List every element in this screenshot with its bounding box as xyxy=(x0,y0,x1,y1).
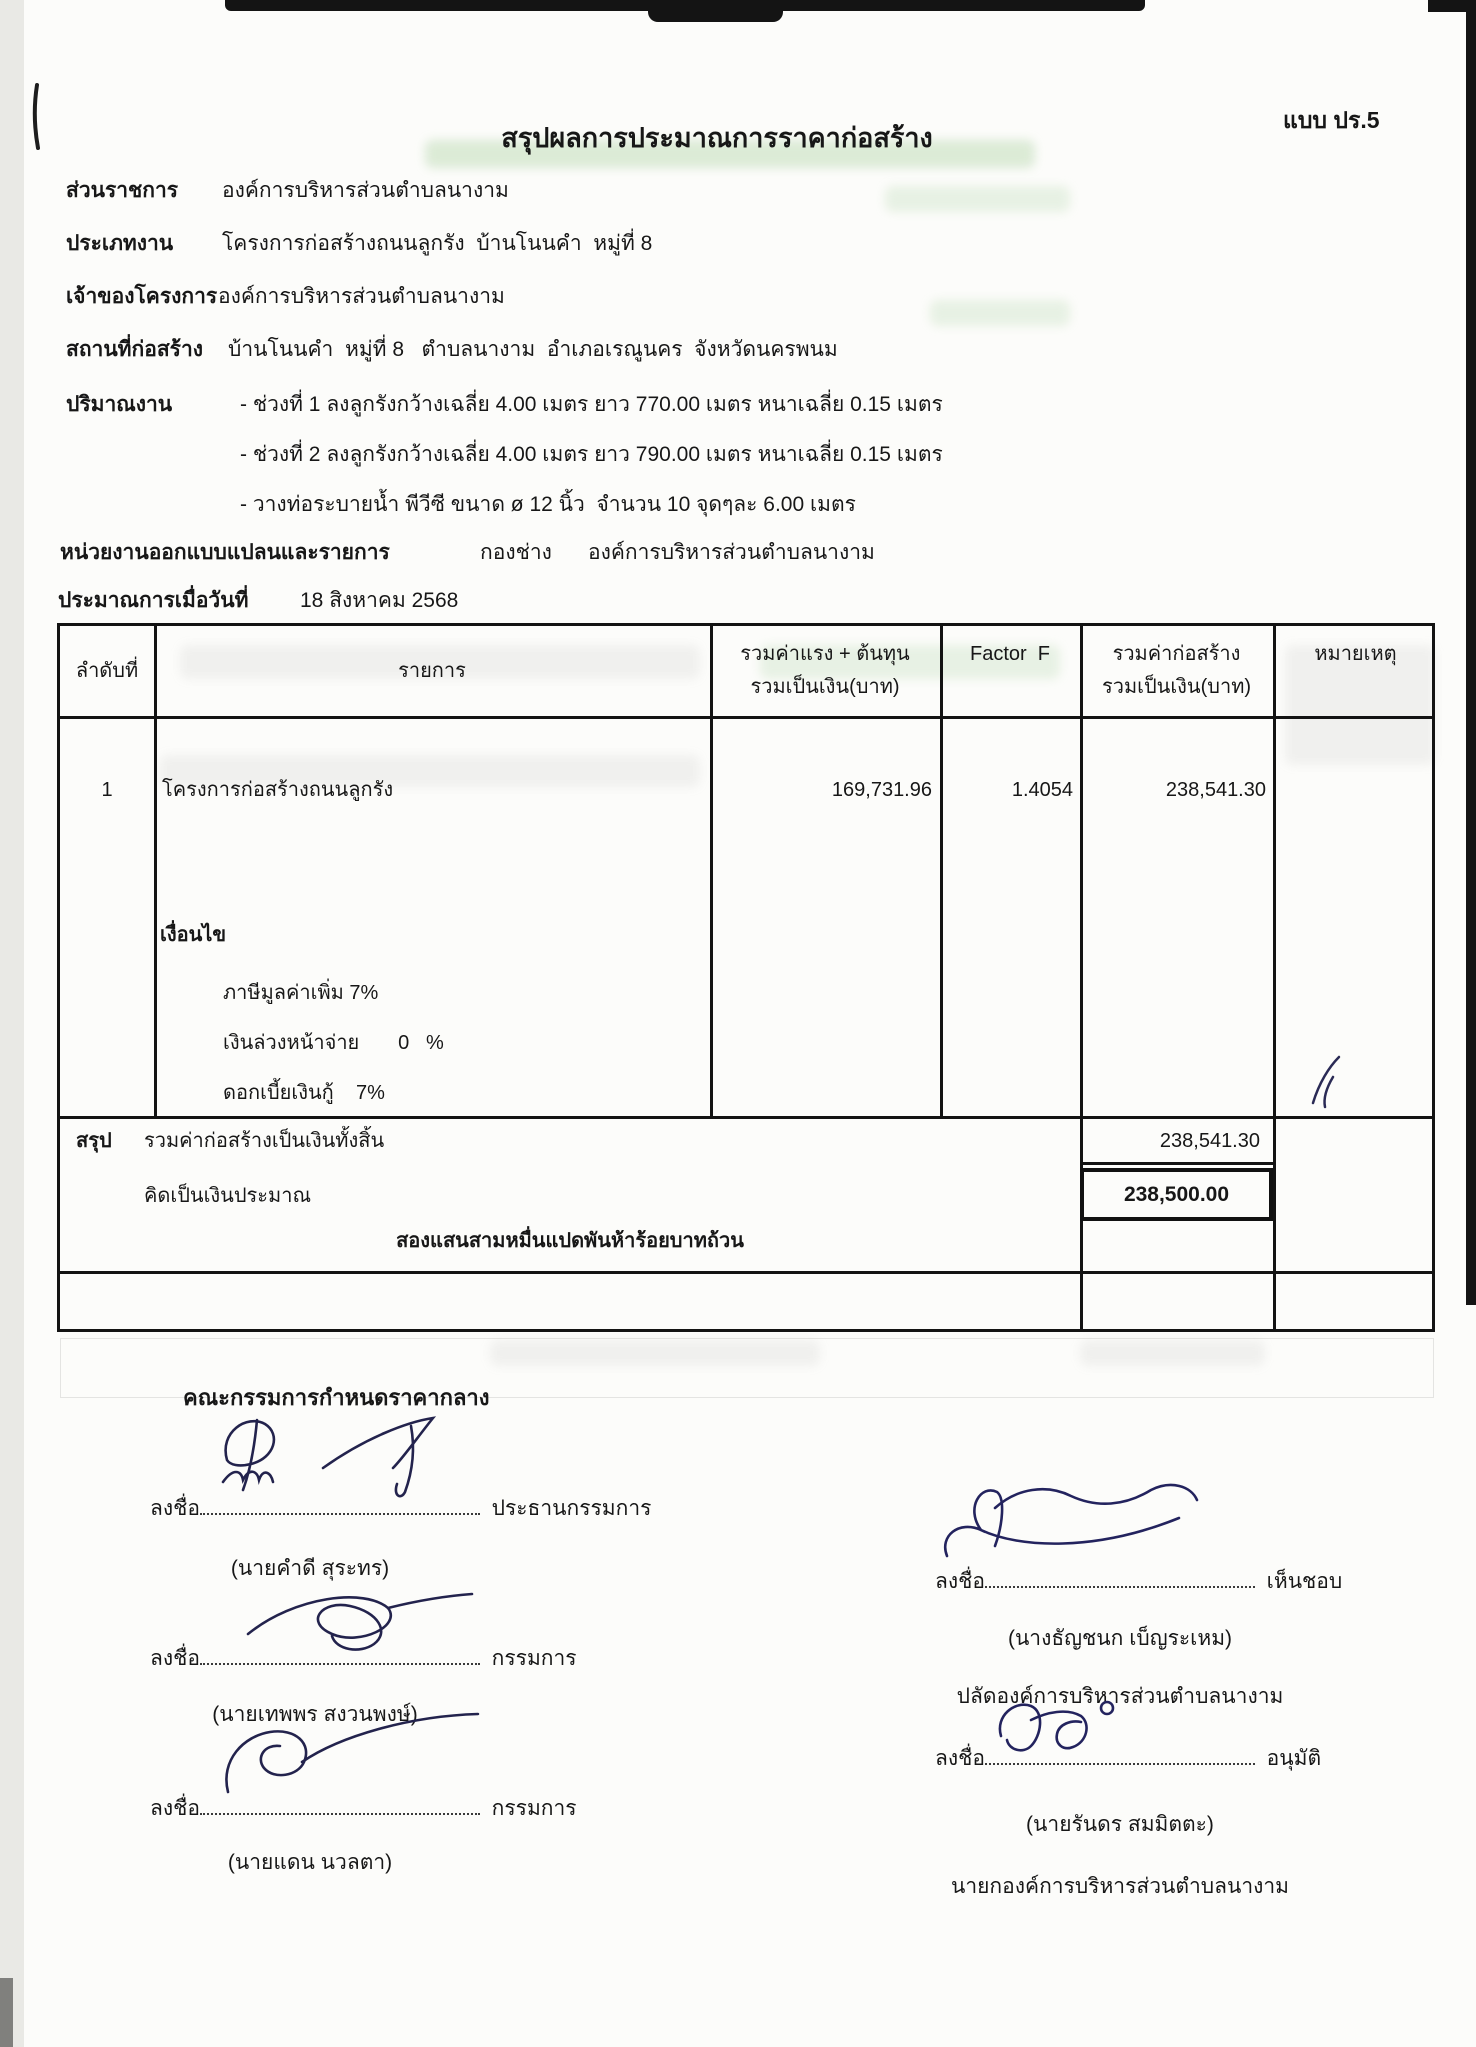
signer-name-approver: (นางธัญชนก เบ็ญระเหม) xyxy=(1007,1627,1233,1650)
field-worktype-value: โครงการก่อสร้างถนนลูกรัง บ้านโนนคำ หมู่ที่ 8 xyxy=(222,232,653,255)
signer-name-authorizer: (นายรันดร สมมิตตะ) xyxy=(1026,1813,1214,1836)
field-agency-label: ส่วนราชการ xyxy=(66,179,179,202)
col-header-total xyxy=(1080,626,1273,716)
col-header-remark-label: หมายเหตุ xyxy=(1314,643,1397,665)
summary-approx-label: คิดเป็นเงินประมาณ xyxy=(144,1185,311,1207)
condition-advance: เงินล่วงหน้าจ่าย 0 % xyxy=(223,1032,444,1054)
field-agency-value: องค์การบริหารส่วนตำบลนางาม xyxy=(222,179,509,202)
pen-mark-remark xyxy=(1303,1051,1347,1115)
amount-in-words: สองแสนสามหมื่นแปดพันห้าร้อยบาทถ้วน xyxy=(396,1230,744,1252)
signature-dotted-line xyxy=(985,1747,1255,1765)
table-line xyxy=(1273,626,1276,1329)
signature-approver xyxy=(935,1478,1235,1578)
col-header-cost-line2: รวมเป็นเงิน(บาท) xyxy=(750,676,900,698)
sign-label: ลงชื่อ xyxy=(150,1497,200,1520)
scan-left-margin xyxy=(0,0,24,2047)
row1-factor: 1.4054 xyxy=(1011,779,1073,801)
sign-row-approver xyxy=(935,1565,1342,1598)
col-header-cost-line1: รวมค่าแรง + ต้นทุน xyxy=(740,643,910,665)
col-header-factor-label: Factor F xyxy=(969,643,1050,665)
col-header-factor xyxy=(940,626,1080,716)
field-estimate-date-value: 18 สิงหาคม 2568 xyxy=(300,589,459,612)
table-line xyxy=(60,716,1432,719)
condition-interest: ดอกเบี้ยเงินกู้ 7% xyxy=(223,1082,385,1104)
conditions-title: เงื่อนไข xyxy=(160,924,227,946)
sign-label: ลงชื่อ xyxy=(935,1570,985,1593)
field-owner-value: องค์การบริหารส่วนตำบลนางาม xyxy=(218,285,505,308)
table-line xyxy=(60,1116,1432,1119)
signer-position-authorizer: นายกองค์การบริหารส่วนตำบลนางาม xyxy=(950,1875,1290,1898)
role-chairman: ประธานกรรมการ xyxy=(491,1497,652,1520)
scan-top-strip-2 xyxy=(648,0,783,22)
summary-approx-box xyxy=(1080,1168,1273,1221)
col-header-cost xyxy=(710,626,940,716)
signer-name-chairman: (นายคำดี สุระทร) xyxy=(230,1557,390,1580)
role-authorizer: อนุมัติ xyxy=(1266,1747,1322,1770)
field-quantity-label: ปริมาณงาน xyxy=(66,393,173,416)
field-location-label: สถานที่ก่อสร้าง xyxy=(66,338,203,361)
bleed-smudge xyxy=(930,300,1070,326)
sign-row-authorizer xyxy=(935,1742,1321,1775)
signature-dotted-line xyxy=(200,1797,480,1815)
col-header-total-line1: รวมค่าก่อสร้าง xyxy=(1112,643,1241,665)
col-header-remark xyxy=(1273,626,1438,716)
committee-title: คณะกรรมการกำหนดราคากลาง xyxy=(183,1385,490,1410)
summary-label: สรุป xyxy=(76,1130,112,1152)
col-header-no xyxy=(60,626,154,716)
sign-label: ลงชื่อ xyxy=(150,1647,200,1670)
field-estimate-date-label: ประมาณการเมื่อวันที่ xyxy=(58,589,249,612)
table-line xyxy=(1080,1162,1273,1165)
estimate-summary-table xyxy=(57,623,1435,1332)
table-line xyxy=(60,1271,1432,1274)
field-quantity-item-3: - วางท่อระบายน้ำ พีวีซี ขนาด ø 12 นิ้ว จำนวน 10 จุดๆละ 6.00 เมตร xyxy=(240,493,856,516)
col-header-total-line2: รวมเป็นเงิน(บาท) xyxy=(1101,676,1252,698)
form-code: แบบ ปร.5 xyxy=(1283,107,1380,133)
table-line xyxy=(1080,626,1083,1329)
signature-member-2 xyxy=(210,1712,490,1804)
sign-label: ลงชื่อ xyxy=(150,1797,200,1820)
role-approver: เห็นชอบ xyxy=(1266,1570,1343,1593)
row1-total: 238,541.30 xyxy=(1165,779,1266,801)
role-member-2: กรรมการ xyxy=(491,1797,577,1820)
row1-item: โครงการก่อสร้างถนนลูกรัง xyxy=(162,779,394,801)
signer-name-member-2: (นายแดน นวลตา) xyxy=(227,1851,393,1874)
field-worktype-label: ประเภทงาน xyxy=(66,232,174,255)
field-quantity-item-2: - ช่วงที่ 2 ลงลูกรังกว้างเฉลี่ย 4.00 เมตร ยาว 790.00 เมตร หนาเฉลี่ย 0.15 เมตร xyxy=(240,443,943,466)
row1-no: 1 xyxy=(101,779,113,801)
field-design-unit-label: หน่วยงานออกแบบแปลนและรายการ xyxy=(60,541,390,564)
row1-cost: 169,731.96 xyxy=(831,779,932,801)
sign-row-chairman xyxy=(150,1492,651,1525)
field-quantity-item-1: - ช่วงที่ 1 ลงลูกรังกว้างเฉลี่ย 4.00 เมตร ยาว 770.00 เมตร หนาเฉลี่ย 0.15 เมตร xyxy=(240,393,943,416)
col-header-item-label: รายการ xyxy=(398,660,466,682)
condition-vat: ภาษีมูลค่าเพิ่ม 7% xyxy=(223,982,379,1004)
summary-approx-value: 238,500.00 xyxy=(1123,1182,1230,1206)
signer-position-approver: ปลัดองค์การบริหารส่วนตำบลนางาม xyxy=(956,1685,1284,1708)
summary-total-value: 238,541.30 xyxy=(1159,1130,1260,1152)
field-owner-label: เจ้าของโครงการ xyxy=(66,285,218,308)
scan-right-edge xyxy=(1466,0,1476,1305)
sign-label: ลงชื่อ xyxy=(935,1747,985,1770)
col-header-no-label: ลำดับที่ xyxy=(75,660,139,682)
pen-mark-top-left xyxy=(30,82,46,152)
summary-total-label: รวมค่าก่อสร้างเป็นเงินทั้งสิ้น xyxy=(144,1130,385,1152)
signature-chairman xyxy=(205,1408,455,1504)
signature-dotted-line xyxy=(200,1647,480,1665)
field-design-unit-value1: กองช่าง xyxy=(480,541,552,564)
signature-dotted-line xyxy=(200,1497,480,1515)
role-member-1: กรรมการ xyxy=(491,1647,577,1670)
sign-row-member-2 xyxy=(150,1792,577,1825)
sign-row-member-1 xyxy=(150,1642,577,1675)
signature-dotted-line xyxy=(985,1570,1255,1588)
bleed-smudge xyxy=(885,186,1070,212)
col-header-item xyxy=(154,626,710,716)
signer-name-member-1: (นายเทพพร สงวนพงษ์) xyxy=(212,1703,418,1726)
field-design-unit-value2: องค์การบริหารส่วนตำบลนางาม xyxy=(588,541,875,564)
page-title: สรุปผลการประมาณการราคาก่อสร้าง xyxy=(501,123,933,153)
field-location-value: บ้านโนนคำ หมู่ที่ 8 ตำบลนางาม อำเภอเรณูนคร จังหวัดนครพนม xyxy=(228,338,838,361)
